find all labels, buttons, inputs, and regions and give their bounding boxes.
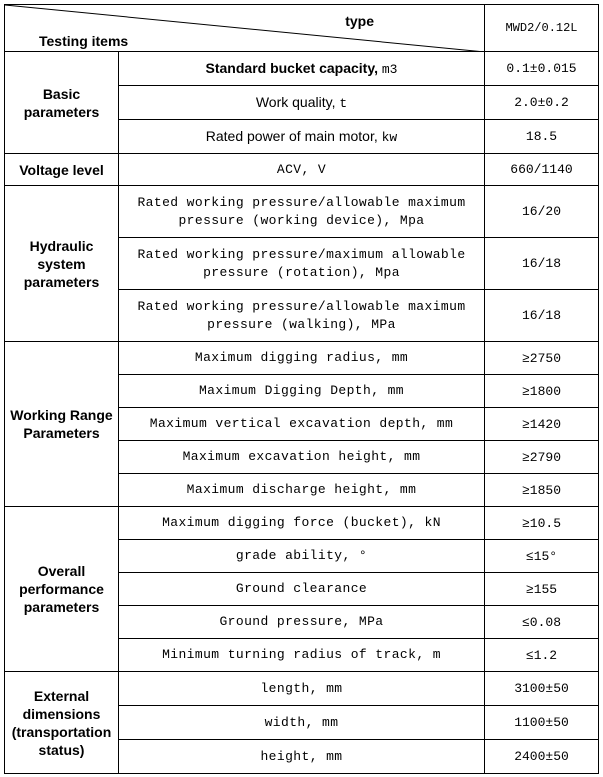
category-working-range-parameters: Working Range Parameters — [5, 342, 119, 507]
value-cell: 660/1140 — [485, 154, 599, 186]
table-row — [5, 672, 599, 706]
category-voltage-level: Voltage level — [5, 154, 119, 186]
value-cell: ≥1800 — [485, 375, 599, 408]
item-cell: width, mm — [119, 706, 485, 740]
item-label: Standard bucket capacity — [205, 59, 375, 76]
table-row — [5, 342, 599, 375]
header-diagonal-cell — [5, 5, 485, 52]
item-cell: Maximum discharge height, mm — [119, 474, 485, 507]
table-row — [5, 507, 599, 540]
header-items-label: Testing items — [39, 33, 129, 49]
item-label: Work quality — [255, 93, 332, 110]
value-cell: ≥2790 — [485, 441, 599, 474]
item-cell — [119, 86, 485, 120]
item-unit: m3 — [381, 61, 398, 77]
value-cell: 0.1±0.015 — [485, 52, 599, 86]
value-cell: 16/20 — [485, 186, 599, 238]
value-cell: ≥1420 — [485, 408, 599, 441]
model-cell: MWD2/0.12L — [485, 5, 599, 52]
header-row — [5, 5, 599, 52]
header-type-label: type — [345, 13, 374, 29]
item-cell: Rated working pressure/allowable maximum pressure (walking), MPa — [119, 290, 485, 342]
item-cell: Maximum excavation height, mm — [119, 441, 485, 474]
value-cell: ≥2750 — [485, 342, 599, 375]
category-external-dimensions: External dimensions (transportation status) — [5, 672, 119, 774]
item-separator: , — [373, 127, 378, 144]
item-cell: Ground pressure, MPa — [119, 606, 485, 639]
item-separator: , — [331, 93, 336, 110]
category-hydraulic-system-parameters: Hydraulic system parameters — [5, 186, 119, 342]
value-cell: 16/18 — [485, 290, 599, 342]
value-cell: 2400±50 — [485, 740, 599, 774]
item-cell: ACV, V — [119, 154, 485, 186]
item-unit: t — [339, 95, 348, 111]
value-cell: ≤15° — [485, 540, 599, 573]
value-cell: 3100±50 — [485, 672, 599, 706]
item-cell: length, mm — [119, 672, 485, 706]
value-cell: 18.5 — [485, 120, 599, 154]
value-cell: ≥10.5 — [485, 507, 599, 540]
item-separator: , — [374, 59, 378, 76]
item-cell: Maximum Digging Depth, mm — [119, 375, 485, 408]
item-cell: Rated working pressure/maximum allowable pressure (rotation), Mpa — [119, 238, 485, 290]
item-cell: Maximum digging force (bucket), kN — [119, 507, 485, 540]
item-cell — [119, 120, 485, 154]
value-cell: 16/18 — [485, 238, 599, 290]
value-cell: ≤1.2 — [485, 639, 599, 672]
value-cell: 1100±50 — [485, 706, 599, 740]
spec-table — [4, 4, 599, 774]
table-row — [5, 186, 599, 238]
item-cell: grade ability, ° — [119, 540, 485, 573]
item-cell: Rated working pressure/allowable maximum pressure (working device), Mpa — [119, 186, 485, 238]
item-cell: Maximum digging radius, mm — [119, 342, 485, 375]
item-cell: Maximum vertical excavation depth, mm — [119, 408, 485, 441]
item-label: Rated power of main motor — [205, 127, 374, 144]
value-cell: ≥1850 — [485, 474, 599, 507]
item-cell — [119, 52, 485, 86]
value-cell: ≥155 — [485, 573, 599, 606]
item-cell: height, mm — [119, 740, 485, 774]
value-cell: ≤0.08 — [485, 606, 599, 639]
item-cell: Ground clearance — [119, 573, 485, 606]
item-cell: Minimum turning radius of track, m — [119, 639, 485, 672]
table-row — [5, 154, 599, 186]
value-cell: 2.0±0.2 — [485, 86, 599, 120]
table-row — [5, 52, 599, 86]
category-overall-performance-parameters: Overall performance parameters — [5, 507, 119, 672]
category-basic-parameters: Basic parameters — [5, 52, 119, 154]
item-unit: kw — [381, 129, 398, 145]
